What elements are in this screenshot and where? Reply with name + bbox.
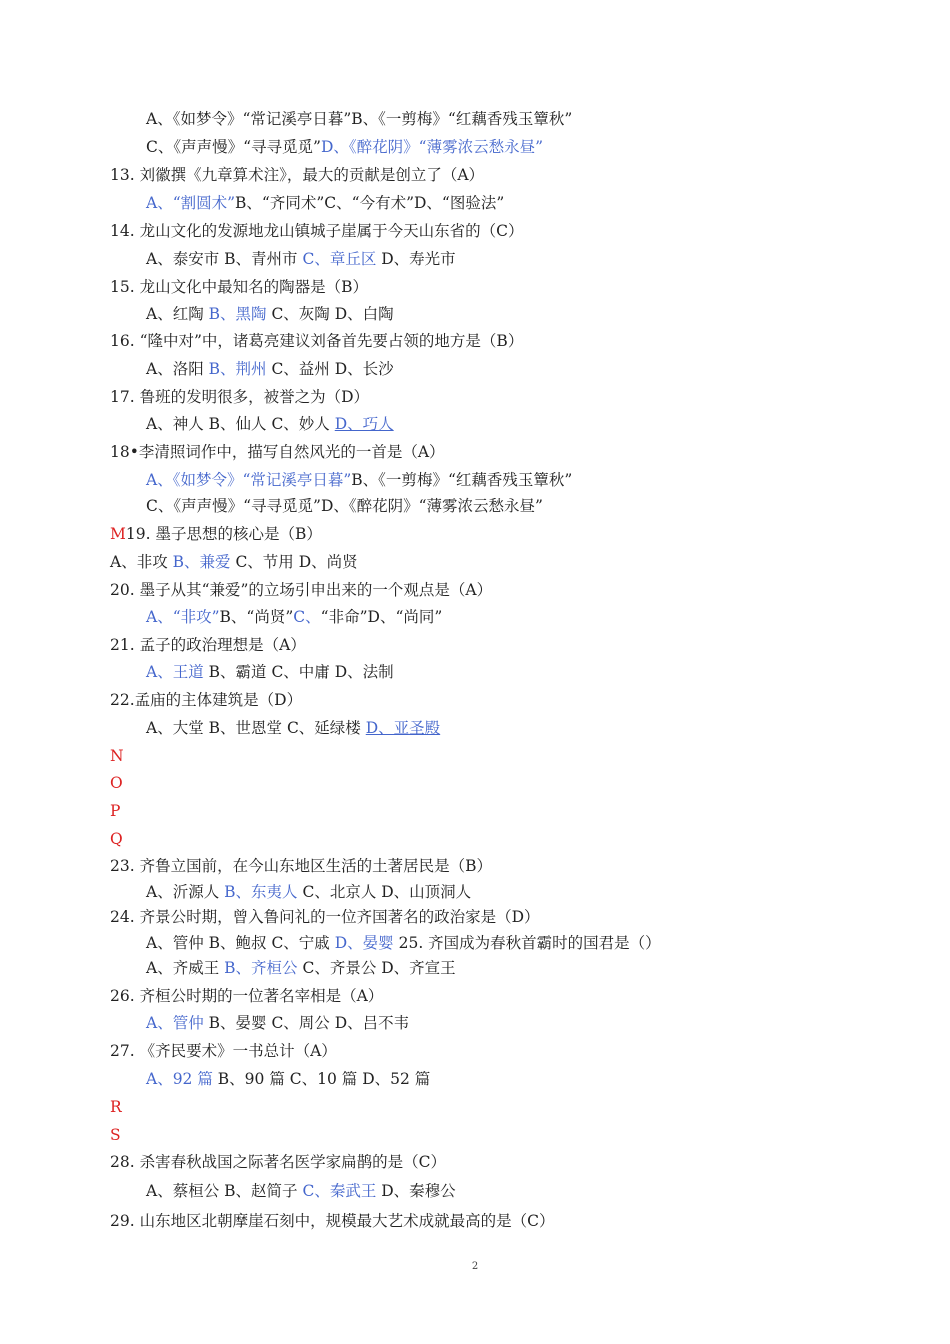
text-segment: 22.孟庙的主体建筑是（D） — [110, 691, 303, 709]
text-segment: 16. “隆中对”中，诸葛亮建议刘备首先要占领的地方是（B） — [110, 332, 524, 350]
text-segment: D、秦穆公 — [376, 1182, 456, 1200]
answer-highlight: A、92 篇 — [146, 1070, 213, 1088]
text-line — [110, 986, 383, 1006]
text-segment: B、“齐同术”C、“今有术”D、“图验法” — [235, 194, 505, 212]
text-line — [110, 442, 445, 462]
text-segment: B、“尚贤” — [219, 608, 294, 626]
answer-highlight: C、 — [293, 608, 321, 626]
answer-highlight: C、章丘区 — [302, 250, 377, 268]
text-segment: C、灰陶 D、白陶 — [266, 305, 394, 323]
text-line — [110, 580, 492, 600]
margin-marker: S — [110, 1126, 121, 1144]
text-segment: C、节用 D、尚贤 — [230, 553, 358, 571]
answer-highlight: B、齐桓公 — [224, 959, 298, 977]
text-segment: “非命”D、“尚同” — [320, 608, 443, 626]
text-line — [146, 249, 456, 269]
text-line — [110, 635, 306, 655]
margin-marker: M — [110, 525, 126, 543]
text-segment: 25. 齐国成为春秋首霸时的国君是（） — [393, 934, 661, 952]
text-segment: A、管仲 B、鲍叔 C、宁戚 — [146, 934, 335, 952]
answer-highlight: B、东夷人 — [224, 883, 298, 901]
text-line — [110, 221, 523, 241]
text-segment: 24. 齐景公时期，曾入鲁问礼的一位齐国著名的政治家是（D） — [110, 908, 540, 926]
text-line — [110, 1125, 121, 1145]
text-line — [110, 907, 540, 927]
text-segment: B、90 篇 C、10 篇 D、52 篇 — [212, 1070, 431, 1088]
text-segment: 15. 龙山文化中最知名的陶器是（B） — [110, 278, 368, 296]
text-line — [110, 746, 124, 766]
text-segment: 28. 杀害春秋战国之际著名医学家扁鹊的是（C） — [110, 1153, 446, 1171]
text-segment: B、《一剪梅》“红藕香残玉簟秋” — [351, 471, 573, 489]
text-line — [146, 607, 442, 627]
text-line — [146, 193, 504, 213]
text-segment: A、神人 B、仙人 C、妙人 — [146, 415, 335, 433]
text-line — [110, 277, 368, 297]
text-line — [110, 331, 523, 351]
margin-marker: O — [110, 774, 123, 792]
text-segment: C、北京人 D、山顶洞人 — [297, 883, 472, 901]
page-number: 2 — [471, 1261, 479, 1272]
text-line — [146, 414, 394, 434]
text-segment: 17. 鲁班的发明很多，被誉之为（D） — [110, 388, 370, 406]
margin-marker: R — [110, 1098, 122, 1116]
text-line — [110, 1041, 337, 1061]
text-segment: 27. 《齐民要术》一书总计（A） — [110, 1042, 337, 1060]
text-segment: C、《声声慢》“寻寻觅觅”D、《醉花阴》“薄雾浓云愁永昼” — [146, 497, 543, 515]
text-line — [146, 958, 456, 978]
text-line — [110, 524, 322, 544]
margin-marker: N — [110, 747, 124, 765]
margin-marker: Q — [110, 830, 123, 848]
text-segment: A、洛阳 — [146, 360, 209, 378]
text-segment: 20. 墨子从其“兼爱”的立场引申出来的一个观点是（A） — [110, 581, 493, 599]
text-line — [146, 109, 572, 129]
text-segment: B、霸道 C、中庸 D、法制 — [203, 663, 394, 681]
text-segment: A、非攻 — [110, 553, 173, 571]
text-segment: B、晏婴 C、周公 D、吕不韦 — [203, 1014, 410, 1032]
text-line — [146, 1013, 409, 1033]
margin-marker: P — [110, 802, 121, 820]
text-line — [146, 882, 471, 902]
text-line — [146, 1069, 430, 1089]
text-segment: 13. 刘徽撰《九章算术注》，最大的贡献是创立了（A） — [110, 166, 485, 184]
text-line — [110, 773, 123, 793]
answer-highlight: A、王道 — [146, 663, 204, 681]
text-line — [110, 690, 302, 710]
answer-highlight: D、《醉花阴》“薄雾浓云愁永昼” — [320, 138, 543, 156]
answer-highlight: B、荆州 — [208, 360, 267, 378]
text-segment: 23. 齐鲁立国前，在今山东地区生活的土著居民是（B） — [110, 857, 492, 875]
answer-highlight: A、“非攻” — [146, 608, 220, 626]
answer-link[interactable]: D、亚圣殿 — [365, 719, 441, 737]
text-line — [146, 470, 572, 490]
text-segment: C、《声声慢》“寻寻觅觅” — [146, 138, 321, 156]
text-line — [146, 496, 543, 516]
text-line — [110, 829, 123, 849]
text-segment: 18•李清照词作中，描写自然风光的一首是（A） — [110, 443, 445, 461]
text-segment: A、《如梦令》“常记溪亭日暮”B、《一剪梅》“红藕香残玉簟秋” — [146, 110, 573, 128]
answer-highlight: A、管仲 — [146, 1014, 204, 1032]
text-segment: 21. 孟子的政治理想是（A） — [110, 636, 306, 654]
text-segment: 19. 墨子思想的核心是（B） — [125, 525, 322, 543]
text-segment: A、红陶 — [146, 305, 209, 323]
text-segment: 14. 龙山文化的发源地龙山镇城子崖属于今天山东省的（C） — [110, 222, 524, 240]
text-line — [146, 933, 661, 953]
text-line — [146, 1181, 456, 1201]
text-line — [146, 718, 440, 738]
text-line — [110, 387, 369, 407]
text-segment: A、大堂 B、世恩堂 C、延绿楼 — [146, 719, 366, 737]
text-line — [146, 137, 543, 157]
answer-highlight: D、晏婴 — [334, 934, 394, 952]
text-line — [110, 801, 120, 821]
text-segment: C、益州 D、长沙 — [266, 360, 394, 378]
text-segment: 29. 山东地区北朝摩崖石刻中，规模最大艺术成就最高的是（C） — [110, 1212, 555, 1230]
answer-highlight: A、“割圆术” — [146, 194, 236, 212]
text-line — [110, 1097, 122, 1117]
text-line — [146, 304, 394, 324]
answer-highlight: A、《如梦令》“常记溪亭日暮” — [146, 471, 352, 489]
text-line — [110, 165, 484, 185]
text-line — [110, 856, 492, 876]
answer-highlight: B、兼爱 — [172, 553, 231, 571]
text-segment: A、泰安市 B、青州市 — [146, 250, 303, 268]
text-line — [110, 1211, 554, 1231]
answer-highlight: B、黑陶 — [208, 305, 267, 323]
text-segment: A、沂源人 — [146, 883, 225, 901]
text-line — [110, 552, 358, 572]
text-segment: A、蔡桓公 B、赵简子 — [146, 1182, 303, 1200]
answer-highlight: C、秦武王 — [302, 1182, 377, 1200]
answer-link[interactable]: D、巧人 — [334, 415, 394, 433]
text-line — [146, 662, 394, 682]
text-line — [146, 359, 394, 379]
text-segment: C、齐景公 D、齐宣王 — [297, 959, 456, 977]
text-segment: D、寿光市 — [376, 250, 456, 268]
text-line — [110, 1152, 446, 1172]
text-segment: 26. 齐桓公时期的一位著名宰相是（A） — [110, 987, 384, 1005]
text-segment: A、齐威王 — [146, 959, 225, 977]
